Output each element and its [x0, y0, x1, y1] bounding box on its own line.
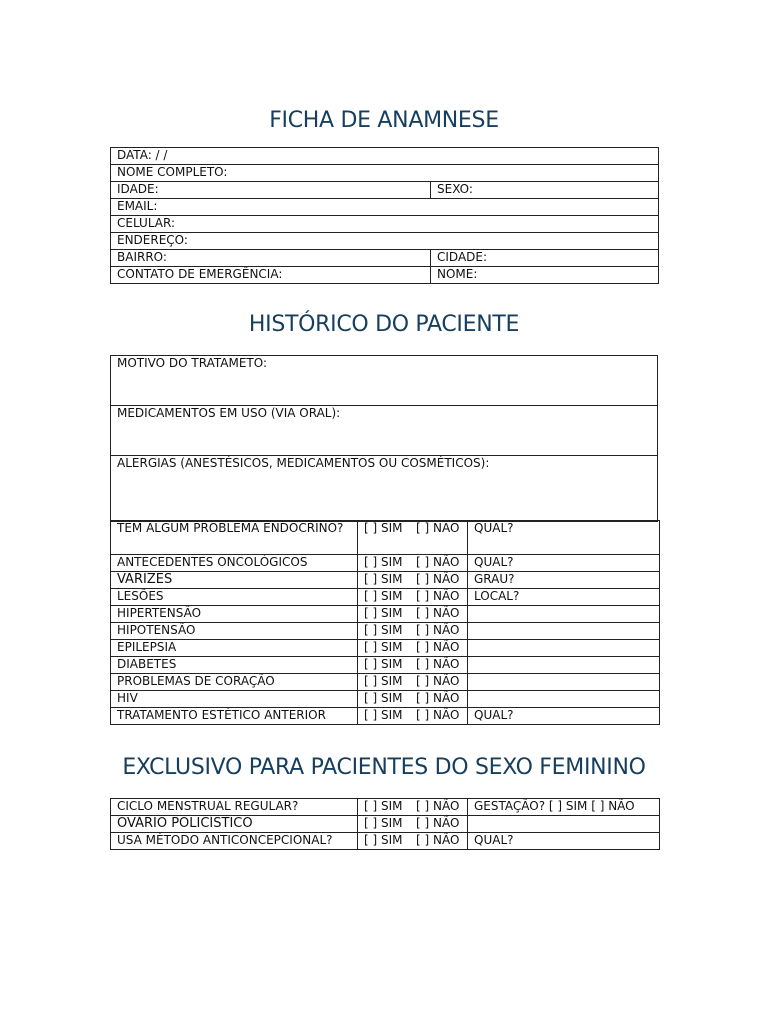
condition-yes-no [358, 657, 468, 674]
yes-checkbox[interactable]: [ ] SIM [364, 640, 403, 654]
medications-field[interactable]: MEDICAMENTOS EM USO (VIA ORAL): [111, 406, 658, 456]
condition-yes-no [358, 606, 468, 623]
full-name-field[interactable]: NOME COMPLETO: [111, 165, 659, 182]
no-checkbox[interactable]: [ ] NÃO [416, 572, 460, 586]
no-checkbox[interactable]: [ ] NÃO [416, 691, 460, 705]
condition-yes-no [358, 640, 468, 657]
condition-detail[interactable]: QUAL? [468, 555, 660, 572]
condition-detail[interactable] [468, 657, 660, 674]
condition-detail[interactable]: QUAL? [468, 521, 660, 555]
condition-label: DIABETES [111, 657, 358, 674]
yes-checkbox[interactable]: [ ] SIM [364, 816, 403, 830]
no-checkbox[interactable]: [ ] NÃO [416, 816, 460, 830]
no-checkbox[interactable]: [ ] NÃO [416, 799, 460, 813]
emergency-contact-field[interactable]: CONTATO DE EMERGÊNCIA: [111, 267, 431, 284]
female-section-title: EXCLUSIVO PARA PACIENTES DO SEXO FEMININO [122, 755, 646, 780]
condition-yes-no [358, 674, 468, 691]
condition-detail[interactable]: LOCAL? [468, 589, 660, 606]
condition-row [111, 674, 660, 691]
yes-checkbox[interactable]: [ ] SIM [364, 623, 403, 637]
date-field[interactable]: DATA: / / [111, 148, 659, 165]
condition-row [111, 708, 660, 725]
yes-checkbox[interactable]: [ ] SIM [364, 691, 403, 705]
condition-detail[interactable] [468, 640, 660, 657]
emergency-name-field[interactable]: NOME: [431, 267, 659, 284]
condition-yes-no [358, 589, 468, 606]
no-checkbox[interactable]: [ ] NÃO [416, 623, 460, 637]
female-condition-label: CICLO MENSTRUAL REGULAR? [111, 799, 358, 816]
no-checkbox[interactable]: [ ] NÃO [416, 833, 460, 847]
female-condition-label: USA MÉTODO ANTICONCEPCIONAL? [111, 833, 358, 850]
condition-label: HIPERTENSÃO [111, 606, 358, 623]
condition-detail[interactable] [468, 674, 660, 691]
condition-yes-no [358, 708, 468, 725]
yes-checkbox[interactable]: [ ] SIM [364, 572, 403, 586]
female-condition-yes-no [358, 816, 468, 833]
yes-checkbox[interactable]: [ ] SIM [364, 555, 403, 569]
female-condition-row [111, 816, 660, 833]
sex-field[interactable]: SEXO: [431, 182, 659, 199]
condition-label: VARIZES [111, 572, 358, 589]
treatment-reason-field[interactable]: MOTIVO DO TRATAMETO: [111, 356, 658, 406]
condition-row [111, 657, 660, 674]
condition-yes-no [358, 623, 468, 640]
condition-row [111, 606, 660, 623]
no-checkbox[interactable]: [ ] NÃO [416, 555, 460, 569]
condition-label: EPILEPSIA [111, 640, 358, 657]
address-field[interactable]: ENDEREÇO: [111, 233, 659, 250]
condition-detail[interactable] [468, 623, 660, 640]
history-table [110, 355, 658, 522]
condition-row [111, 623, 660, 640]
district-field[interactable]: BAIRRO: [111, 250, 431, 267]
female-condition-detail[interactable]: QUAL? [468, 833, 660, 850]
no-checkbox[interactable]: [ ] NÃO [416, 606, 460, 620]
condition-row [111, 640, 660, 657]
phone-field[interactable]: CELULAR: [111, 216, 659, 233]
condition-yes-no [358, 521, 468, 555]
allergies-field[interactable]: ALERGIAS (ANESTÉSICOS, MEDICAMENTOS OU COSMÉTICOS): [111, 456, 658, 522]
condition-label: PROBLEMAS DE CORAÇÃO [111, 674, 358, 691]
condition-row [111, 589, 660, 606]
no-checkbox[interactable]: [ ] NÃO [416, 521, 460, 535]
yes-checkbox[interactable]: [ ] SIM [364, 708, 403, 722]
condition-yes-no [358, 555, 468, 572]
female-condition-detail[interactable]: GESTAÇÃO? [ ] SIM [ ] NÃO [468, 799, 660, 816]
female-condition-row [111, 799, 660, 816]
no-checkbox[interactable]: [ ] NÃO [416, 674, 460, 688]
condition-detail[interactable]: QUAL? [468, 708, 660, 725]
condition-label: ANTECEDENTES ONCOLÓGICOS [111, 555, 358, 572]
no-checkbox[interactable]: [ ] NÃO [416, 657, 460, 671]
yes-checkbox[interactable]: [ ] SIM [364, 521, 403, 535]
female-conditions-table [110, 798, 660, 850]
condition-label: LESÕES [111, 589, 358, 606]
yes-checkbox[interactable]: [ ] SIM [364, 799, 403, 813]
condition-label: TRATAMENTO ESTÉTICO ANTERIOR [111, 708, 358, 725]
condition-yes-no [358, 691, 468, 708]
yes-checkbox[interactable]: [ ] SIM [364, 606, 403, 620]
condition-label: TEM ALGUM PROBLEMA ENDÓCRINO? [111, 521, 358, 555]
history-title: HISTÓRICO DO PACIENTE [248, 312, 520, 337]
female-condition-yes-no [358, 833, 468, 850]
no-checkbox[interactable]: [ ] NÃO [416, 640, 460, 654]
condition-row [111, 691, 660, 708]
condition-row [111, 555, 660, 572]
yes-checkbox[interactable]: [ ] SIM [364, 657, 403, 671]
email-field[interactable]: EMAIL: [111, 199, 659, 216]
no-checkbox[interactable]: [ ] NÃO [416, 708, 460, 722]
personal-info-table [110, 147, 659, 284]
yes-checkbox[interactable]: [ ] SIM [364, 833, 403, 847]
condition-yes-no [358, 572, 468, 589]
condition-row [111, 572, 660, 589]
yes-checkbox[interactable]: [ ] SIM [364, 589, 403, 603]
yes-checkbox[interactable]: [ ] SIM [364, 674, 403, 688]
female-condition-label: OVÁRIO POLICÍSTICO [111, 816, 358, 833]
condition-detail[interactable] [468, 691, 660, 708]
female-condition-row [111, 833, 660, 850]
age-field[interactable]: IDADE: [111, 182, 431, 199]
no-checkbox[interactable]: [ ] NÃO [416, 589, 460, 603]
condition-label: HIV [111, 691, 358, 708]
condition-detail[interactable] [468, 606, 660, 623]
conditions-table [110, 520, 660, 725]
female-condition-detail[interactable] [468, 816, 660, 833]
condition-row [111, 521, 660, 555]
condition-detail[interactable]: GRAU? [468, 572, 660, 589]
city-field[interactable]: CIDADE: [431, 250, 659, 267]
form-title: FICHA DE ANAMNESE [269, 108, 499, 133]
female-condition-yes-no [358, 799, 468, 816]
condition-label: HIPOTENSÃO [111, 623, 358, 640]
